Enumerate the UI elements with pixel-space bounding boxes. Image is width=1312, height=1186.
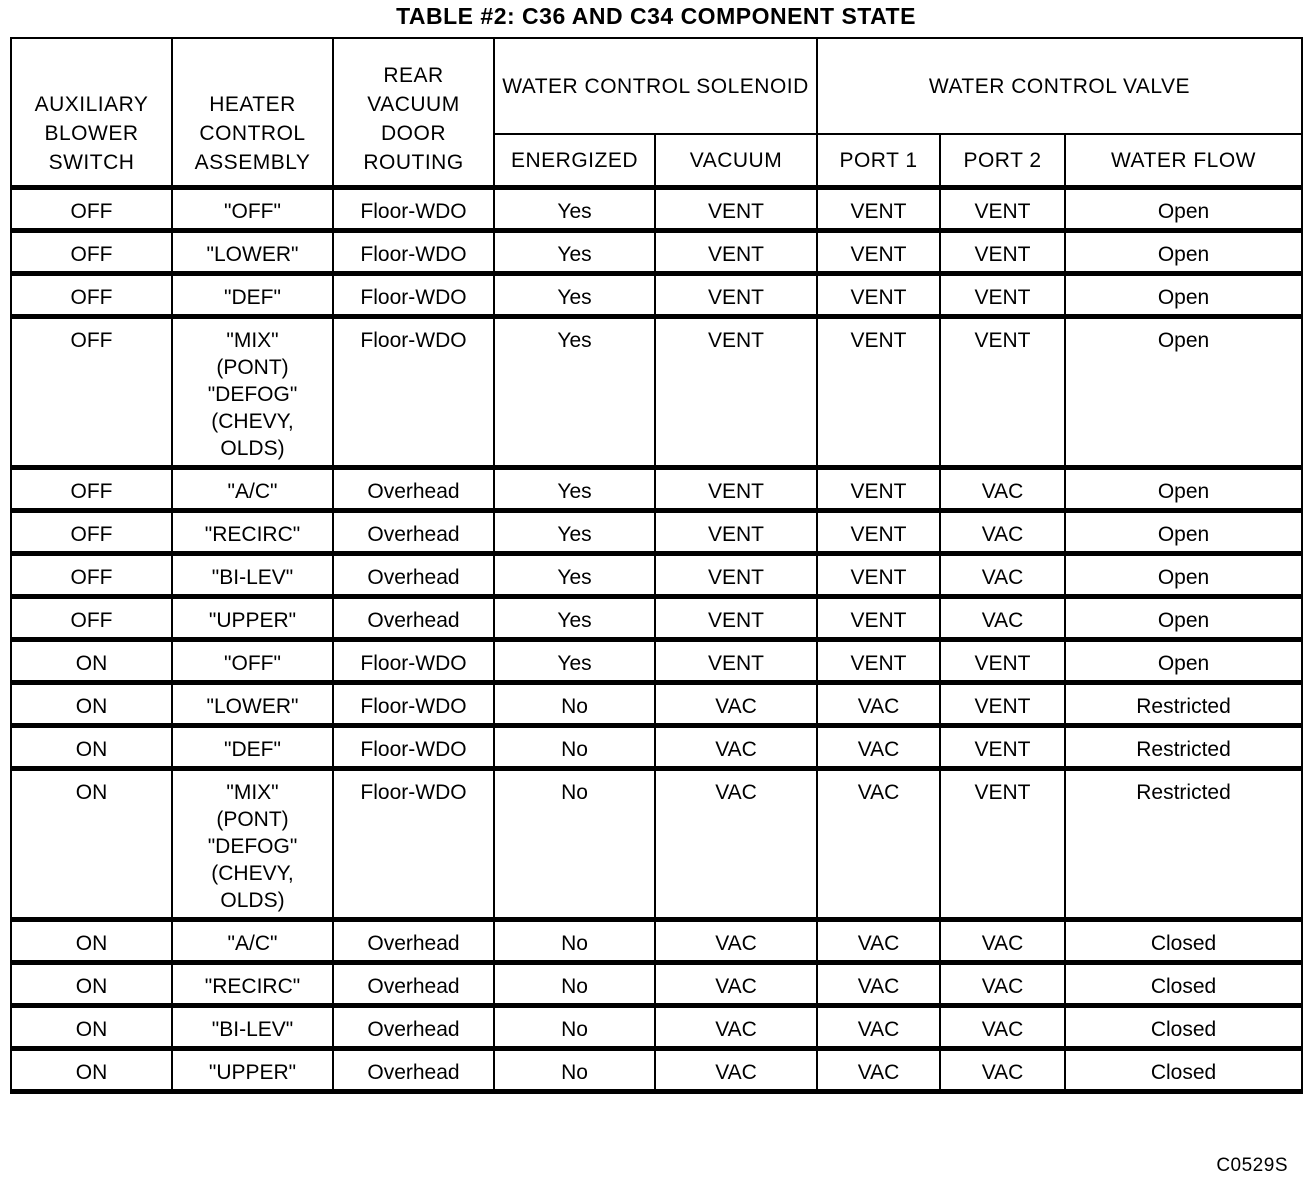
heater-control-line: "LOWER": [206, 243, 299, 266]
heater-control-line: OLDS): [220, 889, 285, 912]
energized-cell: Yes: [494, 511, 655, 554]
aux-blower-cell: ON: [11, 1049, 172, 1092]
energized-cell: No: [494, 683, 655, 726]
table-row: [11, 1006, 1302, 1049]
heater-control-cell: [172, 726, 333, 769]
table-row: [11, 231, 1302, 274]
water-flow-cell: Open: [1065, 274, 1302, 317]
vacuum-cell: VENT: [655, 640, 817, 683]
port-2-cell: VENT: [940, 683, 1065, 726]
water-flow-cell: Restricted: [1065, 726, 1302, 769]
heater-control-line: "UPPER": [208, 1061, 297, 1084]
heater-control-line: "RECIRC": [204, 523, 301, 546]
energized-cell: Yes: [494, 640, 655, 683]
port-2-cell: VAC: [940, 1006, 1065, 1049]
aux-blower-cell: OFF: [11, 554, 172, 597]
heater-control-cell: [172, 920, 333, 963]
water-flow-cell: Open: [1065, 640, 1302, 683]
energized-cell: Yes: [494, 554, 655, 597]
heater-control-cell: [172, 597, 333, 640]
port-2-cell: VAC: [940, 554, 1065, 597]
port-1-cell: VENT: [817, 640, 940, 683]
port-1-cell: VAC: [817, 683, 940, 726]
water-flow-cell: Restricted: [1065, 769, 1302, 920]
heater-control-line: "A/C": [227, 932, 278, 955]
table-row: [11, 468, 1302, 511]
heater-control-line: "UPPER": [208, 609, 297, 632]
table-row: [11, 1049, 1302, 1092]
energized-cell: No: [494, 963, 655, 1006]
energized-cell: No: [494, 1006, 655, 1049]
header-water-flow: WATER FLOW: [1065, 134, 1302, 187]
port-2-cell: VAC: [940, 963, 1065, 1006]
port-1-cell: VAC: [817, 963, 940, 1006]
vacuum-cell: VENT: [655, 231, 817, 274]
aux-blower-cell: OFF: [11, 274, 172, 317]
vacuum-cell: VENT: [655, 468, 817, 511]
aux-blower-cell: ON: [11, 640, 172, 683]
door-routing-cell: Overhead: [333, 1049, 494, 1092]
heater-control-line: (PONT): [216, 356, 289, 379]
port-1-cell: VAC: [817, 1006, 940, 1049]
port-2-cell: VAC: [940, 597, 1065, 640]
aux-blower-cell: ON: [11, 1006, 172, 1049]
energized-cell: Yes: [494, 317, 655, 468]
table-row: [11, 920, 1302, 963]
heater-control-line: "DEFOG": [207, 383, 298, 406]
heater-control-line: (PONT): [216, 808, 289, 831]
heater-control-line: "MIX": [226, 329, 279, 352]
table-body: [11, 188, 1302, 1092]
heater-control-line: "DEF": [224, 286, 281, 309]
aux-blower-cell: OFF: [11, 511, 172, 554]
header-rear-vacuum-door-routing: REAR VACUUM DOOR ROUTING: [333, 38, 494, 188]
door-routing-cell: Floor-WDO: [333, 231, 494, 274]
aux-blower-cell: OFF: [11, 188, 172, 231]
port-2-cell: VENT: [940, 317, 1065, 468]
heater-control-cell: [172, 963, 333, 1006]
heater-control-cell: [172, 231, 333, 274]
port-1-cell: VENT: [817, 597, 940, 640]
aux-blower-cell: OFF: [11, 468, 172, 511]
water-flow-cell: Open: [1065, 511, 1302, 554]
port-1-cell: VENT: [817, 188, 940, 231]
header-vacuum: VACUUM: [655, 134, 817, 187]
door-routing-cell: Floor-WDO: [333, 188, 494, 231]
door-routing-cell: Floor-WDO: [333, 726, 494, 769]
vacuum-cell: VENT: [655, 188, 817, 231]
energized-cell: No: [494, 769, 655, 920]
header-auxiliary-blower-switch: AUXILIARY BLOWER SWITCH: [11, 38, 172, 188]
port-2-cell: VAC: [940, 468, 1065, 511]
energized-cell: No: [494, 726, 655, 769]
door-routing-cell: Floor-WDO: [333, 769, 494, 920]
energized-cell: Yes: [494, 188, 655, 231]
port-1-cell: VAC: [817, 769, 940, 920]
port-1-cell: VENT: [817, 468, 940, 511]
table-row: [11, 726, 1302, 769]
heater-control-line: "LOWER": [206, 695, 299, 718]
heater-control-cell: [172, 554, 333, 597]
water-flow-cell: Open: [1065, 317, 1302, 468]
port-1-cell: VENT: [817, 231, 940, 274]
door-routing-cell: Overhead: [333, 511, 494, 554]
heater-control-line: "RECIRC": [204, 975, 301, 998]
port-1-cell: VAC: [817, 920, 940, 963]
aux-blower-cell: ON: [11, 726, 172, 769]
door-routing-cell: Floor-WDO: [333, 683, 494, 726]
table-row: [11, 317, 1302, 468]
port-1-cell: VAC: [817, 726, 940, 769]
port-1-cell: VAC: [817, 1049, 940, 1092]
figure-code: C0529S: [1216, 1155, 1288, 1176]
heater-control-cell: [172, 317, 333, 468]
door-routing-cell: Overhead: [333, 920, 494, 963]
port-1-cell: VENT: [817, 554, 940, 597]
door-routing-cell: Overhead: [333, 963, 494, 1006]
header-water-control-valve: WATER CONTROL VALVE: [817, 38, 1302, 134]
header-port-1: PORT 1: [817, 134, 940, 187]
vacuum-cell: VENT: [655, 511, 817, 554]
water-flow-cell: Open: [1065, 554, 1302, 597]
table-row: [11, 640, 1302, 683]
heater-control-cell: [172, 511, 333, 554]
energized-cell: Yes: [494, 597, 655, 640]
energized-cell: No: [494, 920, 655, 963]
port-2-cell: VAC: [940, 920, 1065, 963]
port-2-cell: VENT: [940, 274, 1065, 317]
port-2-cell: VAC: [940, 511, 1065, 554]
heater-control-cell: [172, 683, 333, 726]
water-flow-cell: Open: [1065, 597, 1302, 640]
heater-control-line: (CHEVY,: [211, 410, 294, 433]
energized-cell: Yes: [494, 468, 655, 511]
door-routing-cell: Floor-WDO: [333, 274, 494, 317]
aux-blower-cell: ON: [11, 683, 172, 726]
door-routing-cell: Floor-WDO: [333, 640, 494, 683]
energized-cell: Yes: [494, 231, 655, 274]
heater-control-cell: [172, 274, 333, 317]
port-2-cell: VENT: [940, 640, 1065, 683]
heater-control-line: "BI-LEV": [211, 566, 294, 589]
component-state-table: [10, 37, 1303, 1094]
heater-control-line: "DEF": [224, 738, 281, 761]
heater-control-line: "OFF": [224, 200, 281, 223]
table-row: [11, 274, 1302, 317]
aux-blower-cell: ON: [11, 920, 172, 963]
heater-control-cell: [172, 1006, 333, 1049]
heater-control-cell: [172, 769, 333, 920]
table-row: [11, 554, 1302, 597]
port-2-cell: VENT: [940, 769, 1065, 920]
vacuum-cell: VAC: [655, 726, 817, 769]
port-2-cell: VAC: [940, 1049, 1065, 1092]
vacuum-cell: VAC: [655, 1049, 817, 1092]
table-row: [11, 963, 1302, 1006]
port-2-cell: VENT: [940, 231, 1065, 274]
header-port-2: PORT 2: [940, 134, 1065, 187]
vacuum-cell: VENT: [655, 597, 817, 640]
heater-control-line: "BI-LEV": [211, 1018, 294, 1041]
heater-control-cell: [172, 188, 333, 231]
aux-blower-cell: OFF: [11, 317, 172, 468]
vacuum-cell: VAC: [655, 683, 817, 726]
port-2-cell: VENT: [940, 726, 1065, 769]
vacuum-cell: VENT: [655, 317, 817, 468]
heater-control-line: "DEFOG": [207, 835, 298, 858]
table-row: [11, 188, 1302, 231]
energized-cell: No: [494, 1049, 655, 1092]
table-row: [11, 597, 1302, 640]
table-title: TABLE #2: C36 AND C34 COMPONENT STATE: [396, 3, 916, 29]
energized-cell: Yes: [494, 274, 655, 317]
heater-control-cell: [172, 640, 333, 683]
water-flow-cell: Open: [1065, 231, 1302, 274]
port-2-cell: VENT: [940, 188, 1065, 231]
water-flow-cell: Restricted: [1065, 683, 1302, 726]
door-routing-cell: Floor-WDO: [333, 317, 494, 468]
heater-control-cell: [172, 1049, 333, 1092]
aux-blower-cell: ON: [11, 769, 172, 920]
heater-control-line: "OFF": [224, 652, 281, 675]
heater-control-line: "MIX": [226, 781, 279, 804]
water-flow-cell: Closed: [1065, 920, 1302, 963]
port-1-cell: VENT: [817, 317, 940, 468]
door-routing-cell: Overhead: [333, 1006, 494, 1049]
table-row: [11, 769, 1302, 920]
table-row: [11, 511, 1302, 554]
vacuum-cell: VENT: [655, 554, 817, 597]
table-row: [11, 683, 1302, 726]
vacuum-cell: VAC: [655, 920, 817, 963]
water-flow-cell: Closed: [1065, 1006, 1302, 1049]
vacuum-cell: VAC: [655, 1006, 817, 1049]
heater-control-cell: [172, 468, 333, 511]
heater-control-line: "A/C": [227, 480, 278, 503]
header-heater-control-assembly: HEATER CONTROL ASSEMBLY: [172, 38, 333, 188]
header-water-control-solenoid: WATER CONTROL SOLENOID: [494, 38, 817, 134]
heater-control-line: OLDS): [220, 437, 285, 460]
door-routing-cell: Overhead: [333, 468, 494, 511]
aux-blower-cell: OFF: [11, 597, 172, 640]
water-flow-cell: Open: [1065, 468, 1302, 511]
door-routing-cell: Overhead: [333, 554, 494, 597]
port-1-cell: VENT: [817, 511, 940, 554]
water-flow-cell: Closed: [1065, 963, 1302, 1006]
door-routing-cell: Overhead: [333, 597, 494, 640]
header-energized: ENERGIZED: [494, 134, 655, 187]
water-flow-cell: Closed: [1065, 1049, 1302, 1092]
aux-blower-cell: ON: [11, 963, 172, 1006]
water-flow-cell: Open: [1065, 188, 1302, 231]
heater-control-line: (CHEVY,: [211, 862, 294, 885]
vacuum-cell: VENT: [655, 274, 817, 317]
vacuum-cell: VAC: [655, 769, 817, 920]
vacuum-cell: VAC: [655, 963, 817, 1006]
port-1-cell: VENT: [817, 274, 940, 317]
aux-blower-cell: OFF: [11, 231, 172, 274]
